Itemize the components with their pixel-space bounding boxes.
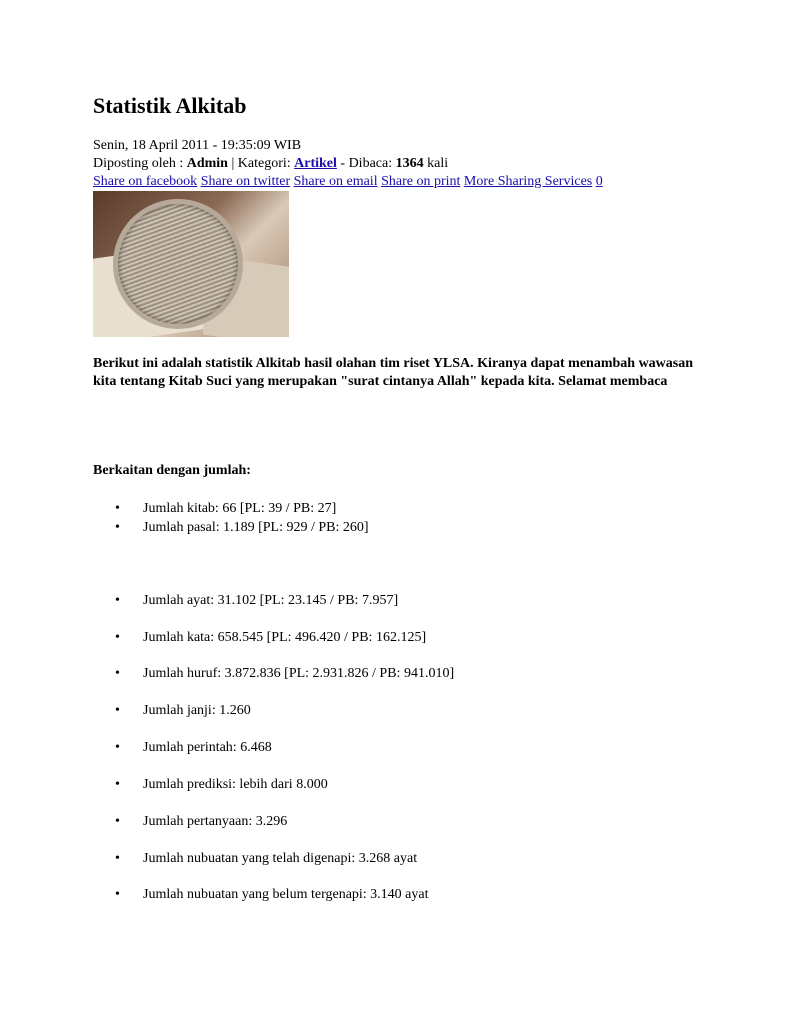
list-item-text: Jumlah nubuatan yang telah digenapi: 3.268 ayat <box>143 851 418 866</box>
article-meta <box>93 137 603 191</box>
posted-by-label: Diposting oleh : <box>93 156 187 171</box>
more-sharing-services-link[interactable]: More Sharing Services <box>463 174 593 189</box>
bullet-icon: • <box>115 851 120 866</box>
intro-paragraph: Berikut ini adalah statistik Alkitab hasil olahan tim riset YLSA. Kiranya dapat menambah wawasan kita tentang Kitab Suci yang merupakan "surat cintanya Allah" kepada kita. Selamat membaca <box>93 356 694 389</box>
read-label: - Dibaca: <box>336 156 396 171</box>
bullet-icon: • <box>115 666 120 681</box>
bullet-icon: • <box>115 703 120 718</box>
bullet-icon: • <box>115 501 120 516</box>
list-item-text: Jumlah nubuatan yang belum tergenapi: 3.140 ayat <box>143 887 429 902</box>
article-byline <box>93 155 603 173</box>
read-count: 1364 <box>395 156 424 171</box>
author-name: Admin <box>186 156 228 171</box>
share-facebook-link[interactable]: Share on facebook <box>93 174 198 189</box>
bullet-icon: • <box>115 740 120 755</box>
bullet-icon: • <box>115 630 120 645</box>
share-count-link[interactable]: 0 <box>595 174 603 189</box>
magnifying-glass-icon <box>113 199 243 329</box>
read-suffix: kali <box>423 156 449 171</box>
category-link[interactable]: Artikel <box>294 156 337 171</box>
list-item-text: Jumlah ayat: 31.102 [PL: 23.145 / PB: 7.957] <box>143 593 399 608</box>
bullet-icon: • <box>115 593 120 608</box>
list-item-text: Jumlah kitab: 66 [PL: 39 / PB: 27] <box>143 501 337 516</box>
share-print-link[interactable]: Share on print <box>381 174 461 189</box>
list-item-text: Jumlah prediksi: lebih dari 8.000 <box>143 777 328 792</box>
category-label: | Kategori: <box>227 156 295 171</box>
share-twitter-link[interactable]: Share on twitter <box>200 174 291 189</box>
section-heading: Berkaitan dengan jumlah: <box>93 463 251 478</box>
list-item-text: Jumlah janji: 1.260 <box>143 703 251 718</box>
bullet-icon: • <box>115 814 120 829</box>
magnifying-glass-bible-image <box>93 191 289 337</box>
list-item-text: Jumlah huruf: 3.872.836 [PL: 2.931.826 / PB: 941.010] <box>143 666 455 681</box>
list-item-text: Jumlah pasal: 1.189 [PL: 929 / PB: 260] <box>143 520 369 535</box>
share-email-link[interactable]: Share on email <box>293 174 378 189</box>
list-item-text: Jumlah kata: 658.545 [PL: 496.420 / PB: 162.125] <box>143 630 427 645</box>
bullet-icon: • <box>115 887 120 902</box>
article-title: Statistik Alkitab <box>93 93 247 118</box>
share-bar <box>93 173 603 191</box>
bullet-icon: • <box>115 777 120 792</box>
list-item-text: Jumlah perintah: 6.468 <box>143 740 272 755</box>
list-item-text: Jumlah pertanyaan: 3.296 <box>143 814 288 829</box>
bullet-icon: • <box>115 520 120 535</box>
article-date: Senin, 18 April 2011 - 19:35:09 WIB <box>93 138 302 153</box>
